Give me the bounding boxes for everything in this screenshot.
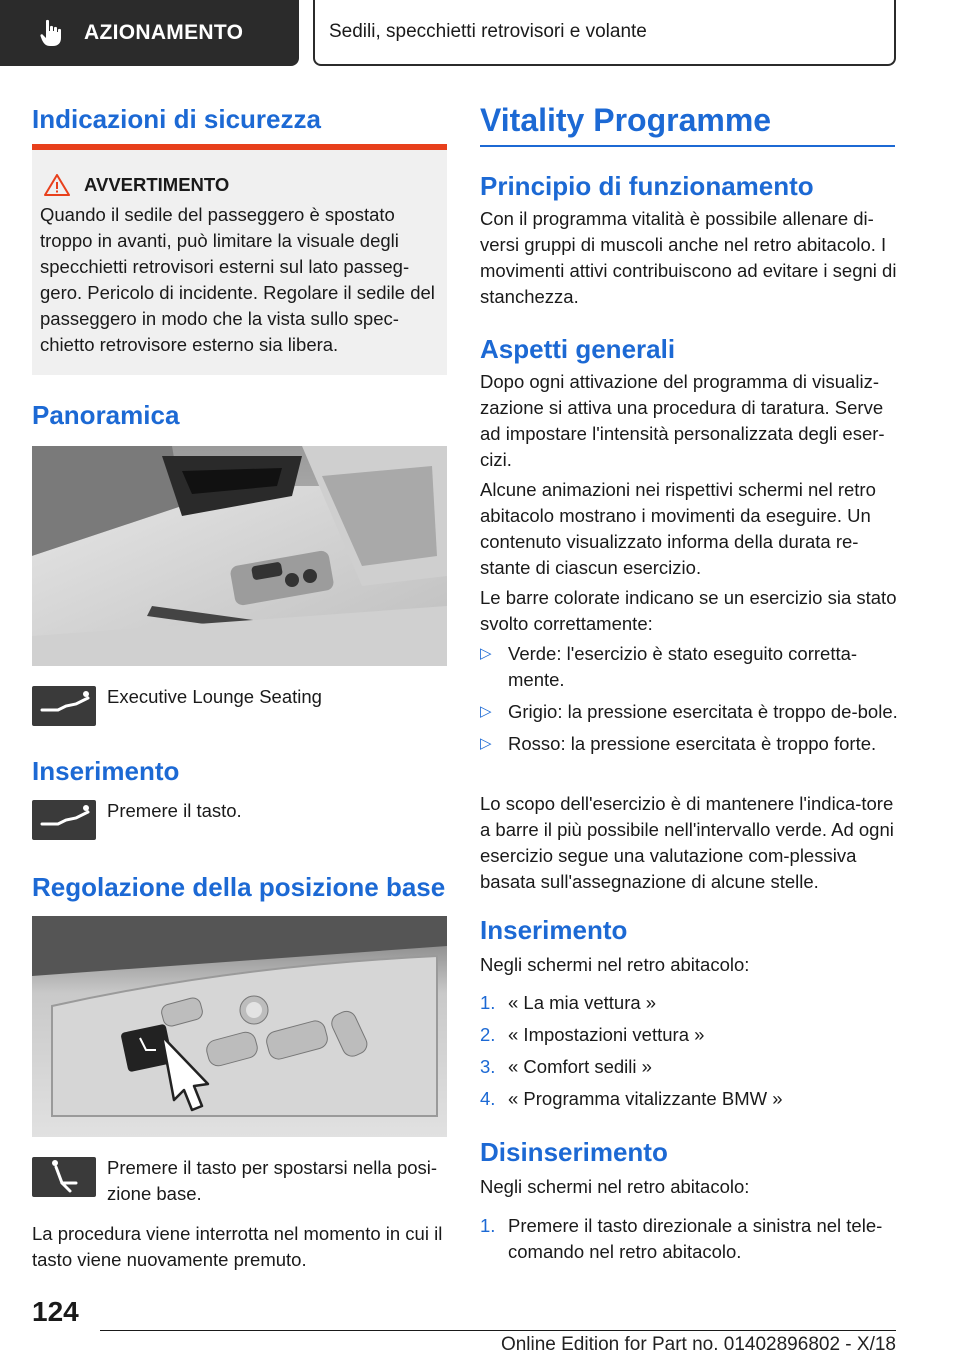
chapter-tab[interactable]	[313, 0, 896, 66]
color-bar-list	[480, 641, 898, 757]
warning-text: Quando il sedile del passeggero è spostato troppo in avanti, può limitare la visuale degli specchietti retrovisori esterni sul lato passeg-gero. Pericolo di incidente. Regolare il sedile del passeggero in modo che la vista sullo spec-chietto retrovisore esterno sia libera.	[40, 204, 435, 355]
section-tab[interactable]	[0, 0, 299, 66]
page-number: 124	[32, 1296, 79, 1327]
section-title: AZIONAMENTO	[84, 21, 244, 44]
title-rule	[480, 145, 895, 147]
list-item: ▷ Grigio: la pressione esercitata è troppo de-bole.	[480, 699, 898, 725]
hand-pointer-icon	[40, 19, 62, 47]
base-position-button[interactable]	[32, 1157, 96, 1197]
safety-heading: Indicazioni di sicurezza	[32, 104, 321, 134]
principio-text: Con il programma vitalità è possibile allenare di-versi gruppi di muscoli anche nel retro abitacolo. I movimenti attivi contribuiscono ad evitare i segni di stanchezza.	[480, 208, 897, 307]
warning-box	[32, 144, 447, 375]
upright-seat-icon	[32, 1157, 96, 1197]
door-panel-image	[32, 446, 447, 666]
inserimento-heading-left: Inserimento	[32, 756, 180, 786]
aspetti-p4: Lo scopo dell'esercizio è di mantenere l'indica-tore a barre il più possibile nell'intervallo verde. Ad ogni esercizio segue una valutazione com-plessiva basata sull'assegnazione di alcune stelle.	[480, 793, 894, 892]
disinserimento-steps	[480, 1213, 898, 1265]
aspetti-p2: Alcune animazioni nei rispettivi schermi nel retro abitacolo mostrano i movimenti da eseguire. Un contenuto visualizzato informa della durata re-stante di ciascun esercizio.	[480, 479, 876, 578]
triangle-bullet-icon: ▷	[480, 703, 492, 720]
aspetti-heading: Aspetti generali	[480, 334, 676, 364]
seat-controls-image	[32, 916, 447, 1137]
list-item: ▷ Verde: l'esercizio è stato eseguito corretta-mente.	[480, 641, 898, 693]
list-item: 4. « Programma vitalizzante BMW »	[480, 1088, 783, 1109]
list-item: 3. « Comfort sedili »	[480, 1056, 652, 1077]
principio-heading: Principio di funzionamento	[480, 171, 814, 201]
inserimento-heading-right: Inserimento	[480, 915, 628, 945]
triangle-bullet-icon: ▷	[480, 645, 492, 662]
regolazione-heading: Regolazione della posizione base	[32, 872, 446, 902]
warning-title: AVVERTIMENTO	[84, 174, 230, 195]
chapter-title: Sedili, specchietti retrovisori e volante	[329, 21, 647, 42]
list-item: 2. « Impostazioni vettura »	[480, 1024, 705, 1045]
reclined-seat-icon	[32, 686, 96, 726]
interrupt-text: La procedura viene interrotta nel momento in cui il tasto viene nuovamente premuto.	[32, 1223, 443, 1270]
vitality-title: Vitality Programme	[480, 102, 772, 138]
inserimento-button[interactable]	[32, 800, 96, 840]
triangle-bullet-icon: ▷	[480, 735, 492, 752]
lounge-label: Executive Lounge Seating	[107, 686, 322, 707]
lounge-seating-button[interactable]	[32, 686, 96, 726]
list-item: 1. « La mia vettura »	[480, 992, 657, 1013]
list-item: ▷ Rosso: la pressione esercitata è troppo forte.	[480, 731, 898, 757]
list-item: 1. Premere il tasto direzionale a sinistra nel tele-comando nel retro abitacolo.	[480, 1215, 883, 1262]
disinserimento-text: Negli schermi nel retro abitacolo:	[480, 1176, 750, 1197]
aspetti-p1: Dopo ogni attivazione del programma di visualiz-zazione si attiva una procedura di taratura. Serve ad impostare l'intensità personalizzata degli eser-cizi.	[480, 371, 885, 470]
page-header	[0, 0, 960, 66]
regolazione-text: Premere il tasto per spostarsi nella posi-zione base.	[107, 1157, 438, 1204]
inserimento-steps	[480, 990, 898, 1112]
reclined-seat-icon	[32, 800, 96, 840]
warning-triangle-icon	[44, 174, 70, 196]
edition-text: Online Edition for Part no. 01402896802 - X/18	[500, 1334, 896, 1355]
disinserimento-heading: Disinserimento	[480, 1137, 668, 1167]
footer-rule	[100, 1330, 896, 1331]
panoramica-heading: Panoramica	[32, 400, 180, 430]
inserimento-text-right: Negli schermi nel retro abitacolo:	[480, 954, 750, 975]
inserimento-text-left: Premere il tasto.	[107, 800, 242, 821]
aspetti-p3: Le barre colorate indicano se un esercizio sia stato svolto correttamente:	[480, 587, 897, 634]
